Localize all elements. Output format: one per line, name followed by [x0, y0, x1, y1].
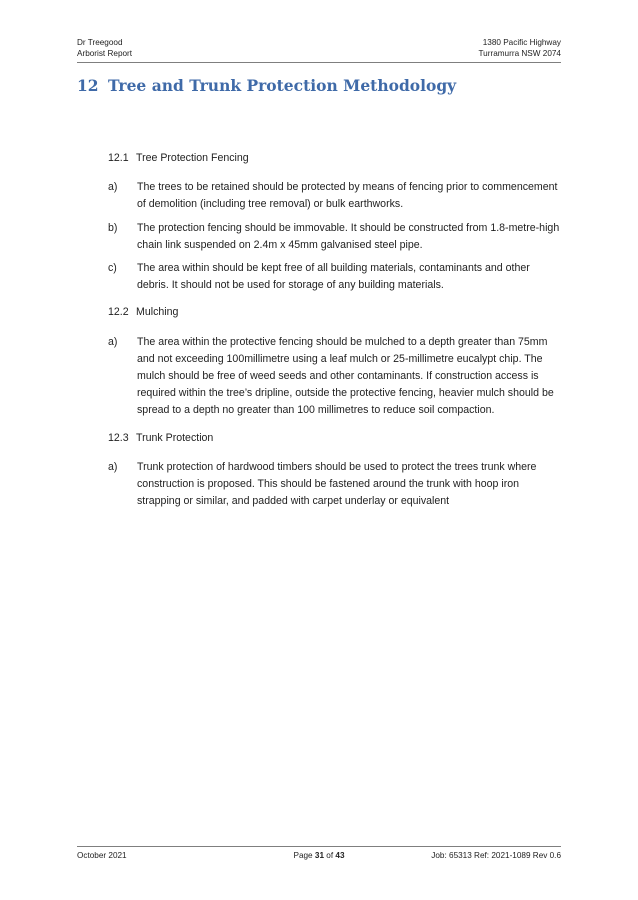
subsection-12-1 — [77, 150, 561, 294]
subsection-12-2 — [77, 304, 561, 419]
list-item — [77, 179, 561, 213]
item-label: c) — [108, 262, 117, 275]
footer-divider — [77, 846, 561, 847]
subsection-title: Tree Protection Fencing — [136, 152, 249, 164]
item-text: The trees to be retained should be protected by means of fencing prior to commencement of demolition (including tree removal) or bulk earthworks. — [137, 181, 558, 211]
header-right — [478, 37, 561, 59]
address-line-1: 1380 Pacific Highway — [482, 38, 561, 47]
author-name: Dr Treegood — [77, 38, 123, 47]
footer-date: October 2021 — [77, 851, 127, 860]
subsection-number: 12.1 — [108, 152, 129, 164]
list-item — [77, 260, 561, 294]
address-line-2: Turramurra NSW 2074 — [478, 49, 561, 58]
subsection-title: Mulching — [136, 306, 179, 319]
document-body — [77, 150, 561, 520]
item-text: The area within should be kept free of all building materials, contaminants and other debris. It should not be used for storage of any building materials. — [137, 262, 530, 292]
section-heading — [77, 76, 456, 95]
subsection-12-3 — [77, 430, 561, 511]
page-total: 43 — [335, 851, 345, 860]
subsection-number: 12.3 — [108, 431, 129, 444]
section-number: 12 — [77, 76, 99, 95]
subsection-number: 12.2 — [108, 306, 129, 319]
page-of: of — [326, 851, 334, 860]
item-label: b) — [108, 221, 118, 234]
footer-job-ref: Job: 65313 Ref: 2021-1089 Rev 0.6 — [431, 851, 561, 860]
header-divider — [77, 62, 561, 63]
subsection-heading — [108, 150, 561, 167]
subsection-title: Trunk Protection — [136, 431, 214, 444]
header-left — [77, 37, 132, 59]
page-current: 31 — [314, 851, 324, 860]
item-label: a) — [108, 460, 118, 473]
list-item — [77, 220, 561, 254]
item-text: The area within the protective fencing should be mulched to a depth greater than 75mm and not exceeding 100millimetre using a leaf mulch or 25-millimetre eucalypt chip. The mulch should be free of weed seeds and other contaminants. If construction access is required within the tree’s dripline, outside the protective fencing, heavier mulch should be spread to a depth no greater than 100 millimetres to reduce soil compaction. — [137, 335, 554, 417]
item-label: a) — [108, 181, 118, 194]
subsection-heading — [108, 430, 561, 447]
item-text: Trunk protection of hardwood timbers should be used to protect the trees trunk where construction is proposed. This should be fastened around the trunk with hoop iron strapping or similar, and padded with carpet underlay or equivalent — [137, 460, 537, 508]
list-item — [77, 459, 561, 511]
page-header — [77, 37, 561, 63]
page-footer — [77, 850, 561, 862]
item-text: The protection fencing should be immovable. It should be constructed from 1.8-metre-high chain link suspended on 2.4m x 45mm galvanised steel pipe. — [137, 221, 560, 251]
page-prefix: Page — [293, 851, 313, 860]
item-label: a) — [108, 335, 118, 348]
list-item — [77, 334, 561, 420]
report-type: Arborist Report — [77, 49, 133, 58]
subsection-heading — [108, 304, 561, 321]
section-title: Tree and Trunk Protection Methodology — [108, 76, 457, 95]
